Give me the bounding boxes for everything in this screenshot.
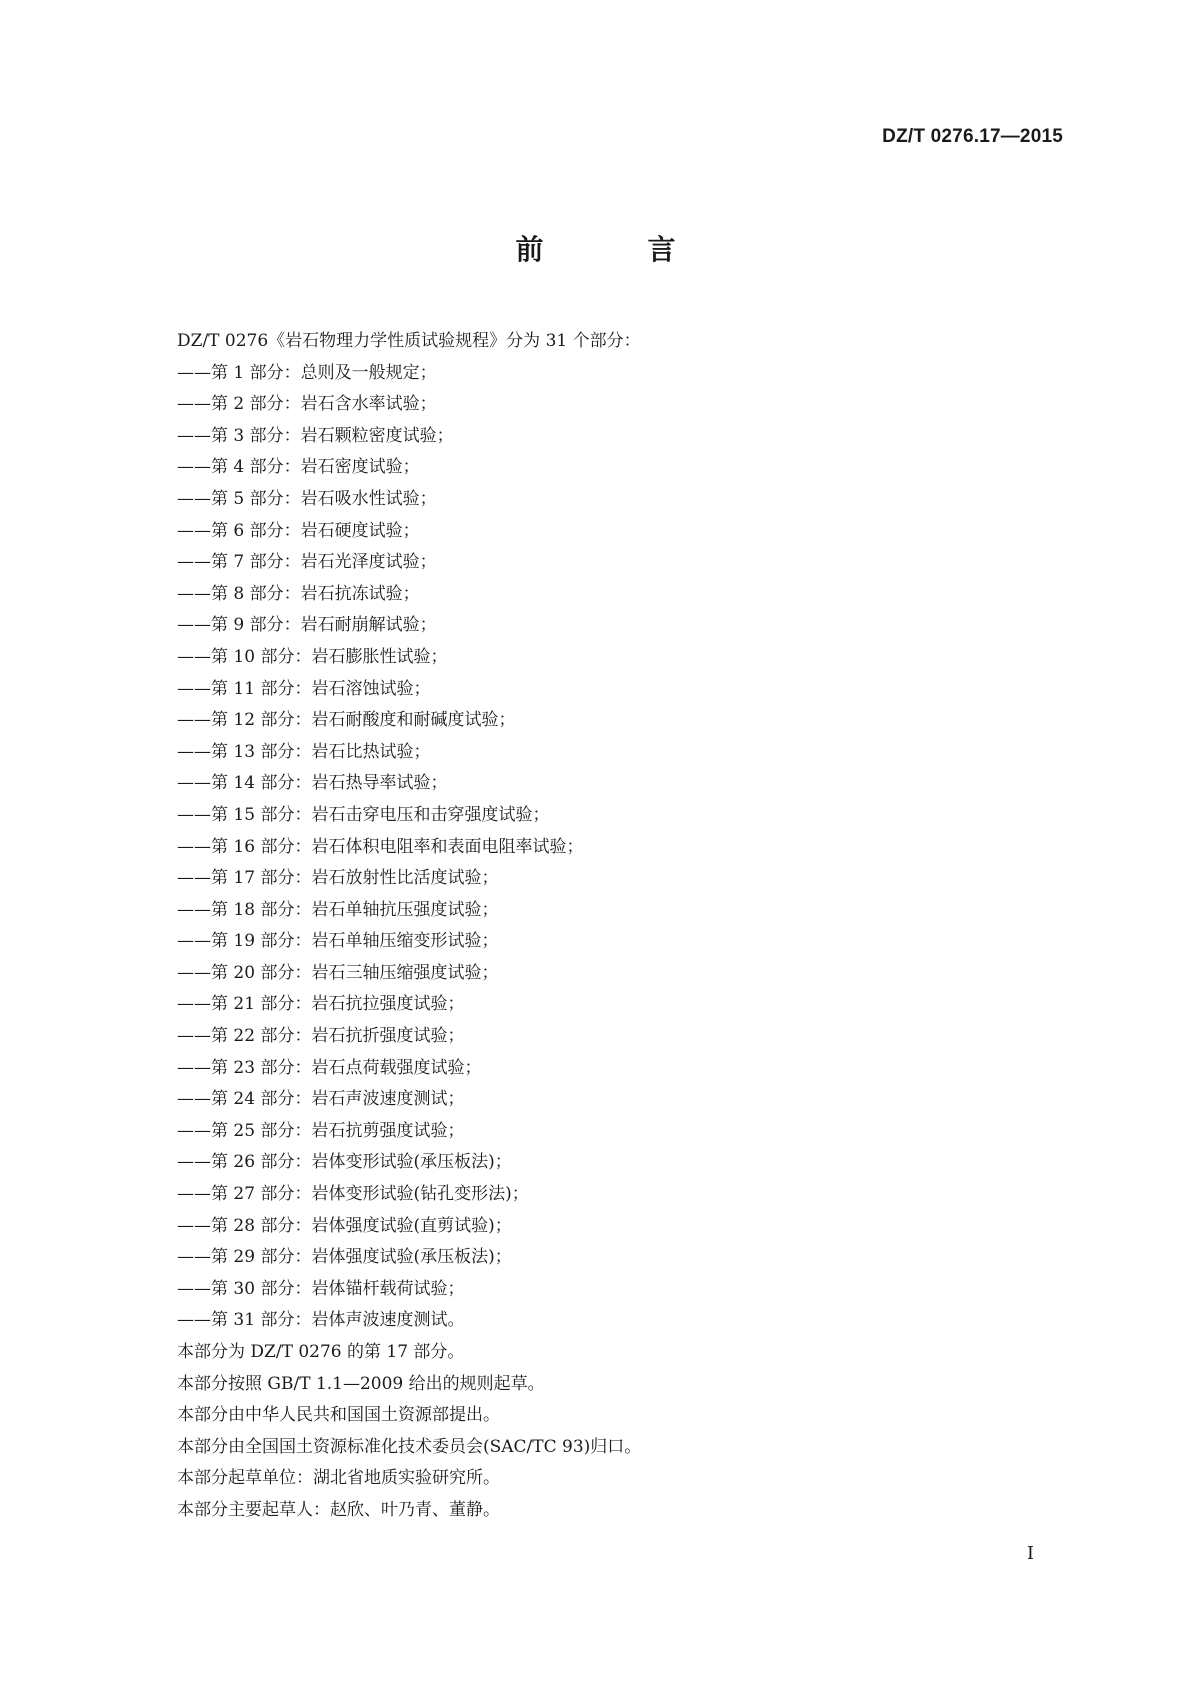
statement-line: 本部分由全国国土资源标准化技术委员会(SAC/TC 93)归口。 [177, 1436, 642, 1457]
list-item: ——第 15 部分：岩石击穿电压和击穿强度试验； [177, 804, 550, 825]
list-item: ——第 3 部分：岩石颗粒密度试验； [177, 425, 454, 446]
list-item: ——第 23 部分：岩石点荷载强度试验； [177, 1057, 482, 1078]
list-item: ——第 9 部分：岩石耐崩解试验； [177, 615, 437, 636]
statement-line: 本部分起草单位：湖北省地质实验研究所。 [177, 1468, 500, 1489]
list-item: ——第 12 部分：岩石耐酸度和耐碱度试验； [177, 710, 516, 731]
statement-line: 本部分由中华人民共和国国土资源部提出。 [177, 1405, 500, 1426]
list-item: ——第 21 部分：岩石抗拉强度试验； [177, 994, 465, 1015]
list-item: ——第 28 部分：岩体强度试验(直剪试验)； [177, 1215, 512, 1236]
statement-line: 本部分按照 GB/T 1.1—2009 给出的规则起草。 [177, 1373, 545, 1394]
list-item: ——第 6 部分：岩石硬度试验； [177, 520, 420, 541]
parts-list [177, 358, 1057, 1337]
list-item: ——第 22 部分：岩石抗折强度试验； [177, 1026, 465, 1047]
list-item: ——第 29 部分：岩体强度试验(承压板法)； [177, 1247, 512, 1268]
statements [177, 1337, 1057, 1527]
intro-line: DZ/T 0276《岩石物理力学性质试验规程》分为 31 个部分： [177, 331, 641, 351]
list-item: ——第 16 部分：岩石体积电阻率和表面电阻率试验； [177, 836, 584, 857]
list-item: ——第 10 部分：岩石膨胀性试验； [177, 646, 448, 667]
page-title: 前 言 [515, 233, 714, 266]
list-item: ——第 11 部分：岩石溶蚀试验； [177, 678, 431, 699]
list-item: ——第 17 部分：岩石放射性比活度试验； [177, 868, 499, 889]
list-item: ——第 13 部分：岩石比热试验； [177, 741, 431, 762]
list-item: ——第 27 部分：岩体变形试验(钻孔变形法)； [177, 1184, 529, 1205]
list-item: ——第 7 部分：岩石光泽度试验； [177, 552, 437, 573]
list-item: ——第 19 部分：岩石单轴压缩变形试验； [177, 931, 499, 952]
statement-line: 本部分为 DZ/T 0276 的第 17 部分。 [177, 1342, 465, 1362]
list-item: ——第 26 部分：岩体变形试验(承压板法)； [177, 1152, 512, 1173]
statement-line: 本部分主要起草人：赵欣、叶乃青、董静。 [177, 1499, 500, 1520]
page-number: I [1026, 1543, 1034, 1564]
list-item: ——第 30 部分：岩体锚杆载荷试验； [177, 1278, 465, 1299]
standard-code: DZ/T 0276.17—2015 [882, 126, 1063, 147]
list-item: ——第 2 部分：岩石含水率试验； [177, 394, 437, 415]
list-item: ——第 20 部分：岩石三轴压缩强度试验； [177, 962, 499, 983]
list-item: ——第 4 部分：岩石密度试验； [177, 457, 420, 478]
list-item: ——第 14 部分：岩石热导率试验； [177, 773, 448, 794]
list-item: ——第 24 部分：岩石声波速度测试； [177, 1089, 465, 1110]
list-item: ——第 25 部分：岩石抗剪强度试验； [177, 1120, 465, 1141]
list-item: ——第 18 部分：岩石单轴抗压强度试验； [177, 899, 499, 920]
list-item: ——第 31 部分：岩体声波速度测试。 [177, 1310, 465, 1331]
list-item: ——第 5 部分：岩石吸水性试验； [177, 488, 437, 509]
foreword-body [177, 326, 1057, 1527]
list-item: ——第 8 部分：岩石抗冻试验； [177, 583, 420, 604]
list-item: ——第 1 部分：总则及一般规定； [177, 362, 437, 383]
